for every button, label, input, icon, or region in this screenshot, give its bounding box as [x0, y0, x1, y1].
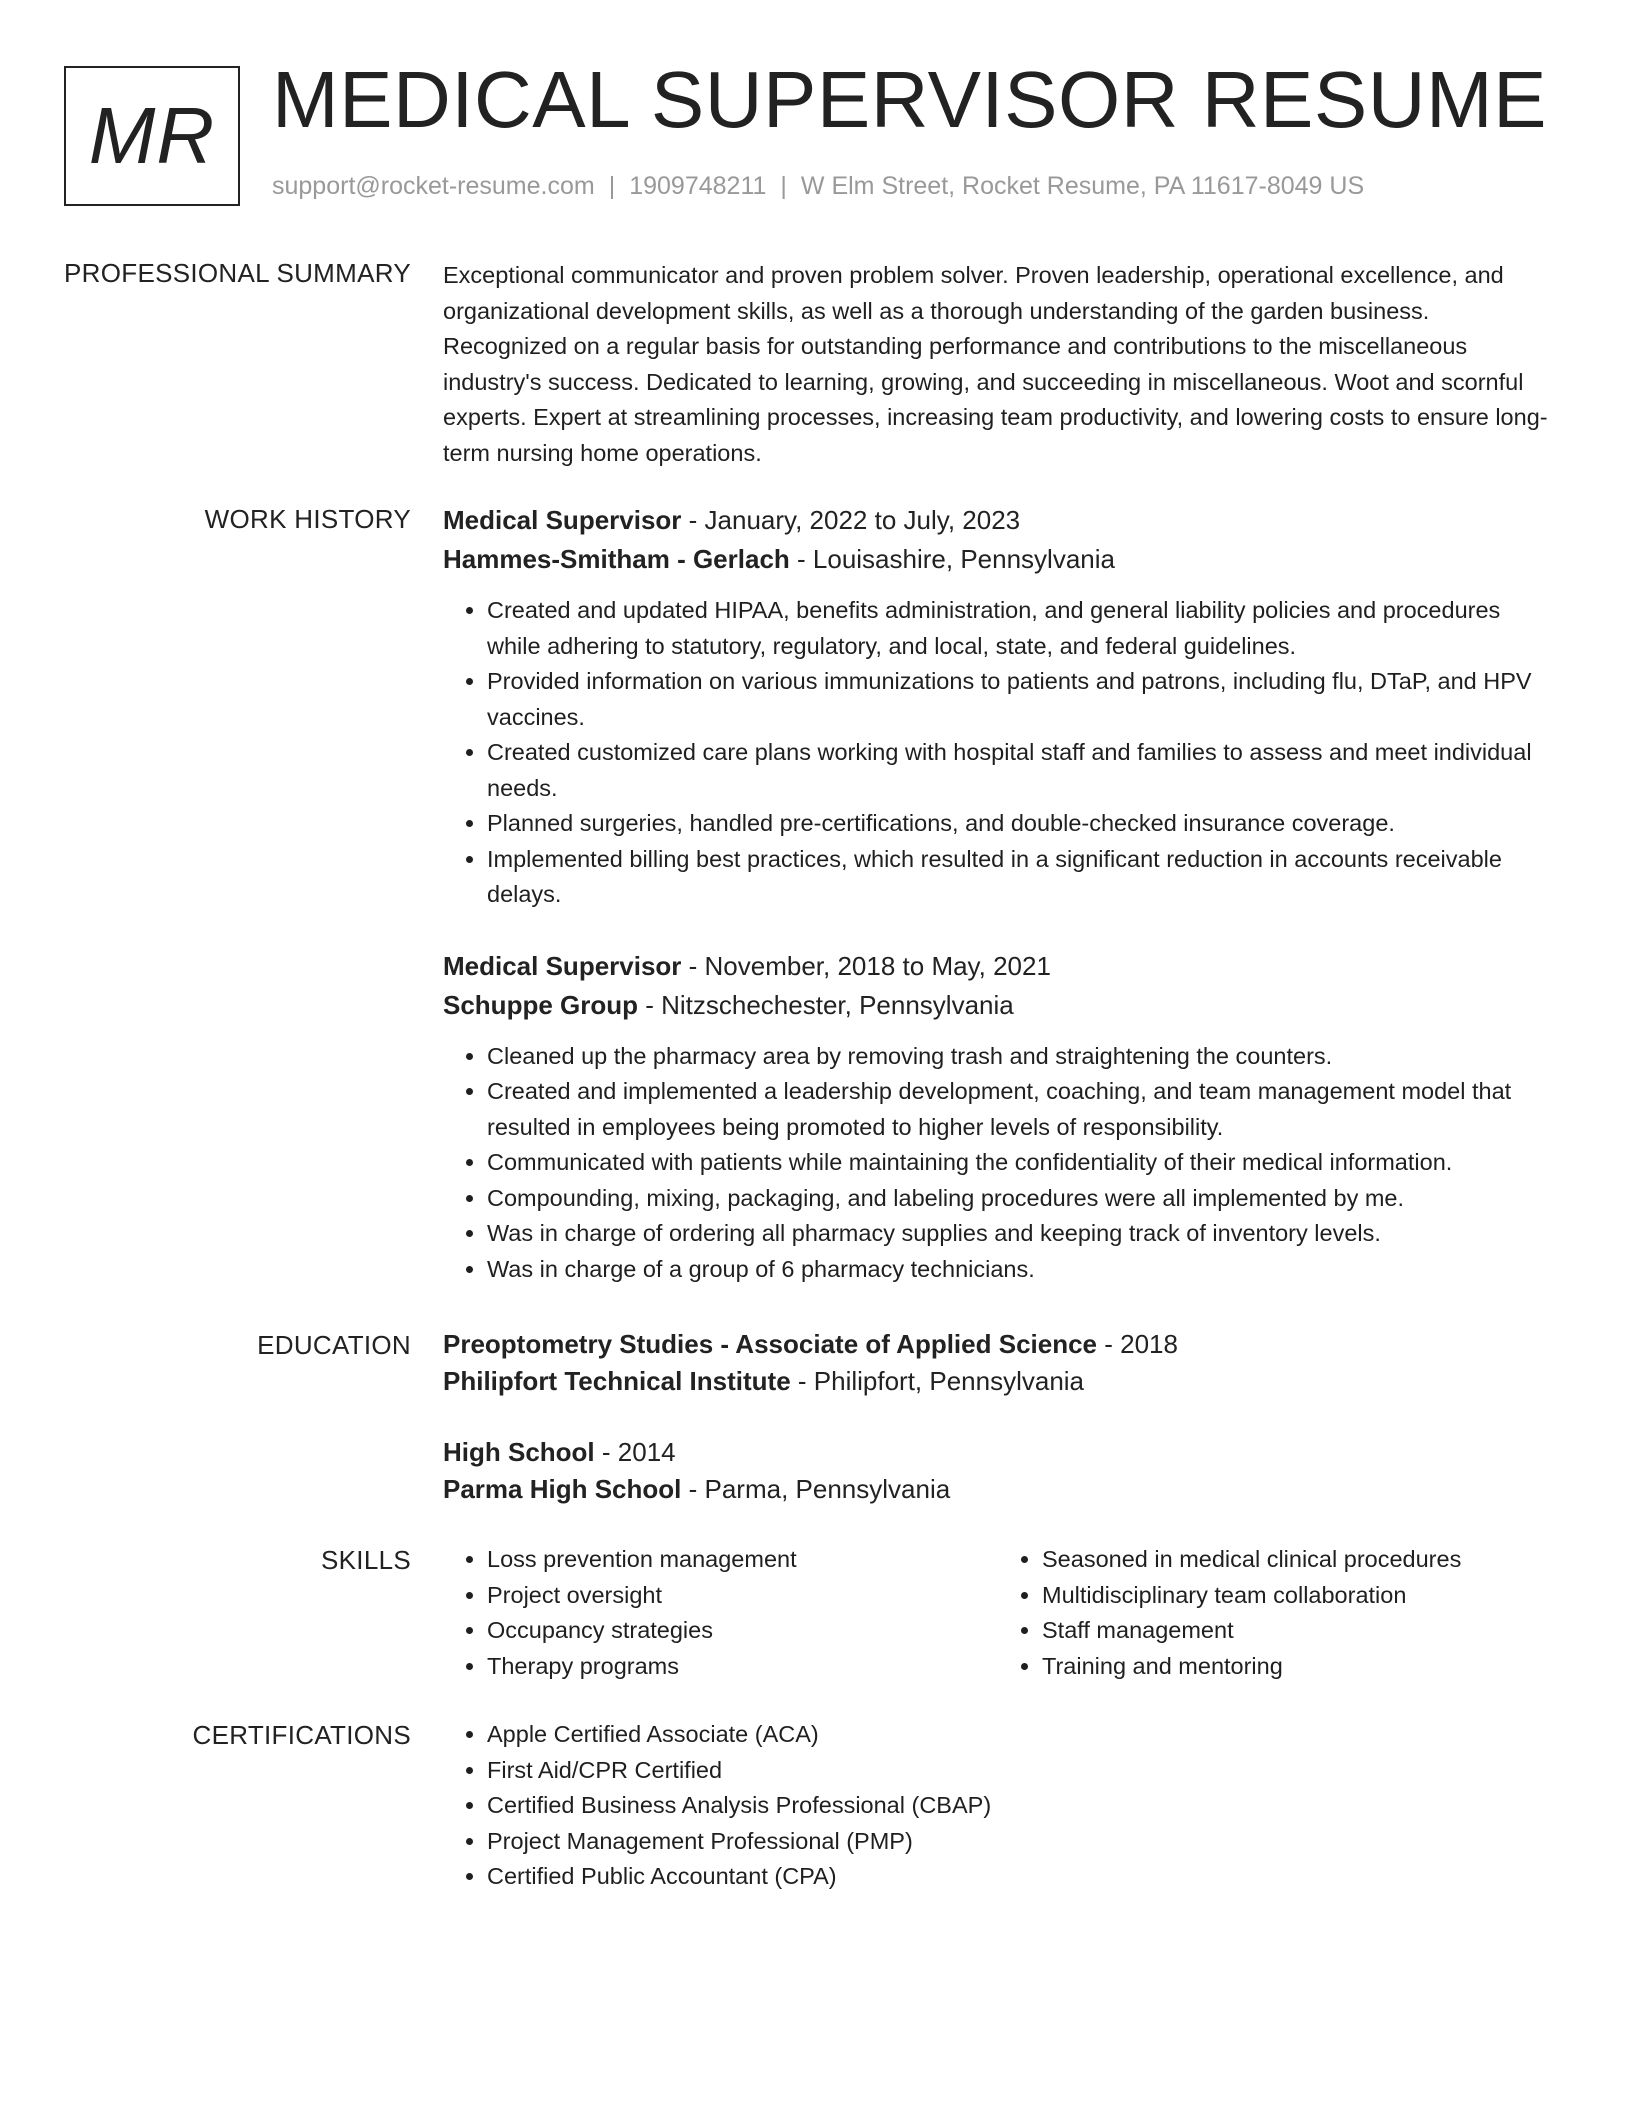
list-item: • Created and implemented a leadership development, coaching, and team management model that resulted in employees being promoted to higher levels of responsibility. — [487, 1074, 1553, 1145]
skills-section — [443, 1542, 1553, 1684]
list-item: • Planned surgeries, handled pre-certifications, and double-checked insurance coverage. — [487, 806, 1553, 842]
contact-line — [272, 172, 1364, 201]
list-item: • Compounding, mixing, packaging, and labeling procedures were all implemented by me. — [487, 1181, 1553, 1217]
job-company: Schuppe Group — [443, 989, 638, 1020]
list-item: • Seasoned in medical clinical procedures — [1042, 1542, 1553, 1578]
education-school: Parma High School — [443, 1474, 682, 1504]
section-label-education: EDUCATION — [257, 1330, 411, 1360]
summary-text: Exceptional communicator and proven problem solver. Proven leadership, operational excellence, and organizational development skills, as well as a thorough understanding of the garden business. Recognized on a regular basis for outstanding performance and contributions to the miscellaneous industry's success. Dedicated to learning, growing, and succeeding in miscellaneous. Woot and scornful experts. Expert at streamlining processes, increasing team productivity, and lowering costs to ensure long-term nursing home operations. — [443, 262, 1548, 466]
list-item: • Created and updated HIPAA, benefits administration, and general liability policies and procedures while adhering to statutory, regulatory, and local, state, and federal guidelines. — [487, 593, 1553, 664]
education-degree: High School — [443, 1437, 595, 1467]
contact-separator: | — [608, 172, 616, 200]
job-company: Hammes-Smitham - Gerlach — [443, 544, 790, 574]
job-entry — [443, 947, 1553, 1288]
contact-address: W Elm Street, Rocket Resume, PA 11617-8049 US — [800, 172, 1365, 200]
list-item: • Multidisciplinary team collaboration — [1042, 1578, 1553, 1614]
list-item: • Communicated with patients while maintaining the confidentiality of their medical information. — [487, 1145, 1553, 1181]
resume-title: MEDICAL SUPERVISOR RESUME — [272, 55, 1547, 144]
education-section — [443, 1326, 1553, 1508]
certifications-list — [443, 1717, 1553, 1895]
list-item: • Occupancy strategies — [487, 1613, 998, 1649]
job-company-line — [443, 540, 1553, 579]
section-label-work-history: WORK HISTORY — [204, 504, 411, 534]
job-location: - Louisashire, Pennsylvania — [789, 544, 1115, 574]
work-history-section — [443, 501, 1553, 1287]
education-year: - 2014 — [594, 1437, 676, 1467]
job-entry — [443, 501, 1553, 913]
monogram-initials: MR — [88, 91, 216, 180]
job-duties-list — [443, 593, 1553, 913]
education-degree-line — [443, 1326, 1553, 1363]
education-school-line — [443, 1471, 1553, 1508]
list-item: • Apple Certified Associate (ACA) — [487, 1717, 1553, 1753]
education-school-line — [443, 1363, 1553, 1400]
list-item: • First Aid/CPR Certified — [487, 1753, 1553, 1789]
list-item: • Training and mentoring — [1042, 1649, 1553, 1685]
education-degree: Preoptometry Studies - Associate of Applied Science — [443, 1329, 1098, 1359]
skills-list-right — [998, 1542, 1553, 1684]
list-item: • Certified Public Accountant (CPA) — [487, 1859, 1553, 1895]
education-location: - Philipfort, Pennsylvania — [790, 1366, 1085, 1396]
education-school: Philipfort Technical Institute — [443, 1366, 791, 1396]
summary-section — [443, 258, 1553, 471]
education-year: - 2018 — [1097, 1329, 1178, 1359]
list-item: • Project oversight — [487, 1578, 998, 1614]
job-duties-list — [443, 1039, 1553, 1288]
job-title-line — [443, 947, 1553, 986]
list-item: • Implemented billing best practices, which resulted in a significant reduction in accounts receivable delays. — [487, 842, 1553, 913]
list-item: • Therapy programs — [487, 1649, 998, 1685]
list-item: • Cleaned up the pharmacy area by removing trash and straightening the counters. — [487, 1039, 1553, 1075]
section-label-skills: SKILLS — [321, 1545, 411, 1575]
monogram-box — [64, 66, 240, 206]
job-company-line — [443, 986, 1553, 1025]
education-location: - Parma, Pennsylvania — [681, 1474, 951, 1504]
list-item: • Loss prevention management — [487, 1542, 998, 1578]
list-item: • Created customized care plans working with hospital staff and families to assess and meet individual needs. — [487, 735, 1553, 806]
education-degree-line — [443, 1434, 1553, 1471]
skills-list-left — [443, 1542, 998, 1684]
list-item: • Provided information on various immunizations to patients and patrons, including flu, DTaP, and HPV vaccines. — [487, 664, 1553, 735]
list-item: • Project Management Professional (PMP) — [487, 1824, 1553, 1860]
education-entry — [443, 1326, 1553, 1400]
list-item: • Staff management — [1042, 1613, 1553, 1649]
job-title: Medical Supervisor — [443, 950, 682, 981]
education-entry — [443, 1434, 1553, 1508]
list-item: • Certified Business Analysis Professional (CBAP) — [487, 1788, 1553, 1824]
certifications-section — [443, 1717, 1553, 1895]
job-title: Medical Supervisor — [443, 505, 682, 535]
list-item: • Was in charge of a group of 6 pharmacy technicians. — [487, 1252, 1553, 1288]
job-title-line — [443, 501, 1553, 540]
contact-email: support@rocket-resume.com — [272, 172, 595, 200]
list-item: • Was in charge of ordering all pharmacy supplies and keeping track of inventory levels. — [487, 1216, 1553, 1252]
job-dates: - January, 2022 to July, 2023 — [681, 505, 1021, 535]
job-location: - Nitzschechester, Pennsylvania — [638, 989, 1014, 1020]
job-dates: - November, 2018 to May, 2021 — [681, 950, 1051, 981]
skills-grid — [443, 1542, 1553, 1684]
contact-separator: | — [780, 172, 787, 200]
section-label-certifications: CERTIFICATIONS — [192, 1720, 411, 1750]
contact-phone: 1909748211 — [629, 172, 767, 200]
section-label-summary: PROFESSIONAL SUMMARY — [64, 258, 411, 288]
